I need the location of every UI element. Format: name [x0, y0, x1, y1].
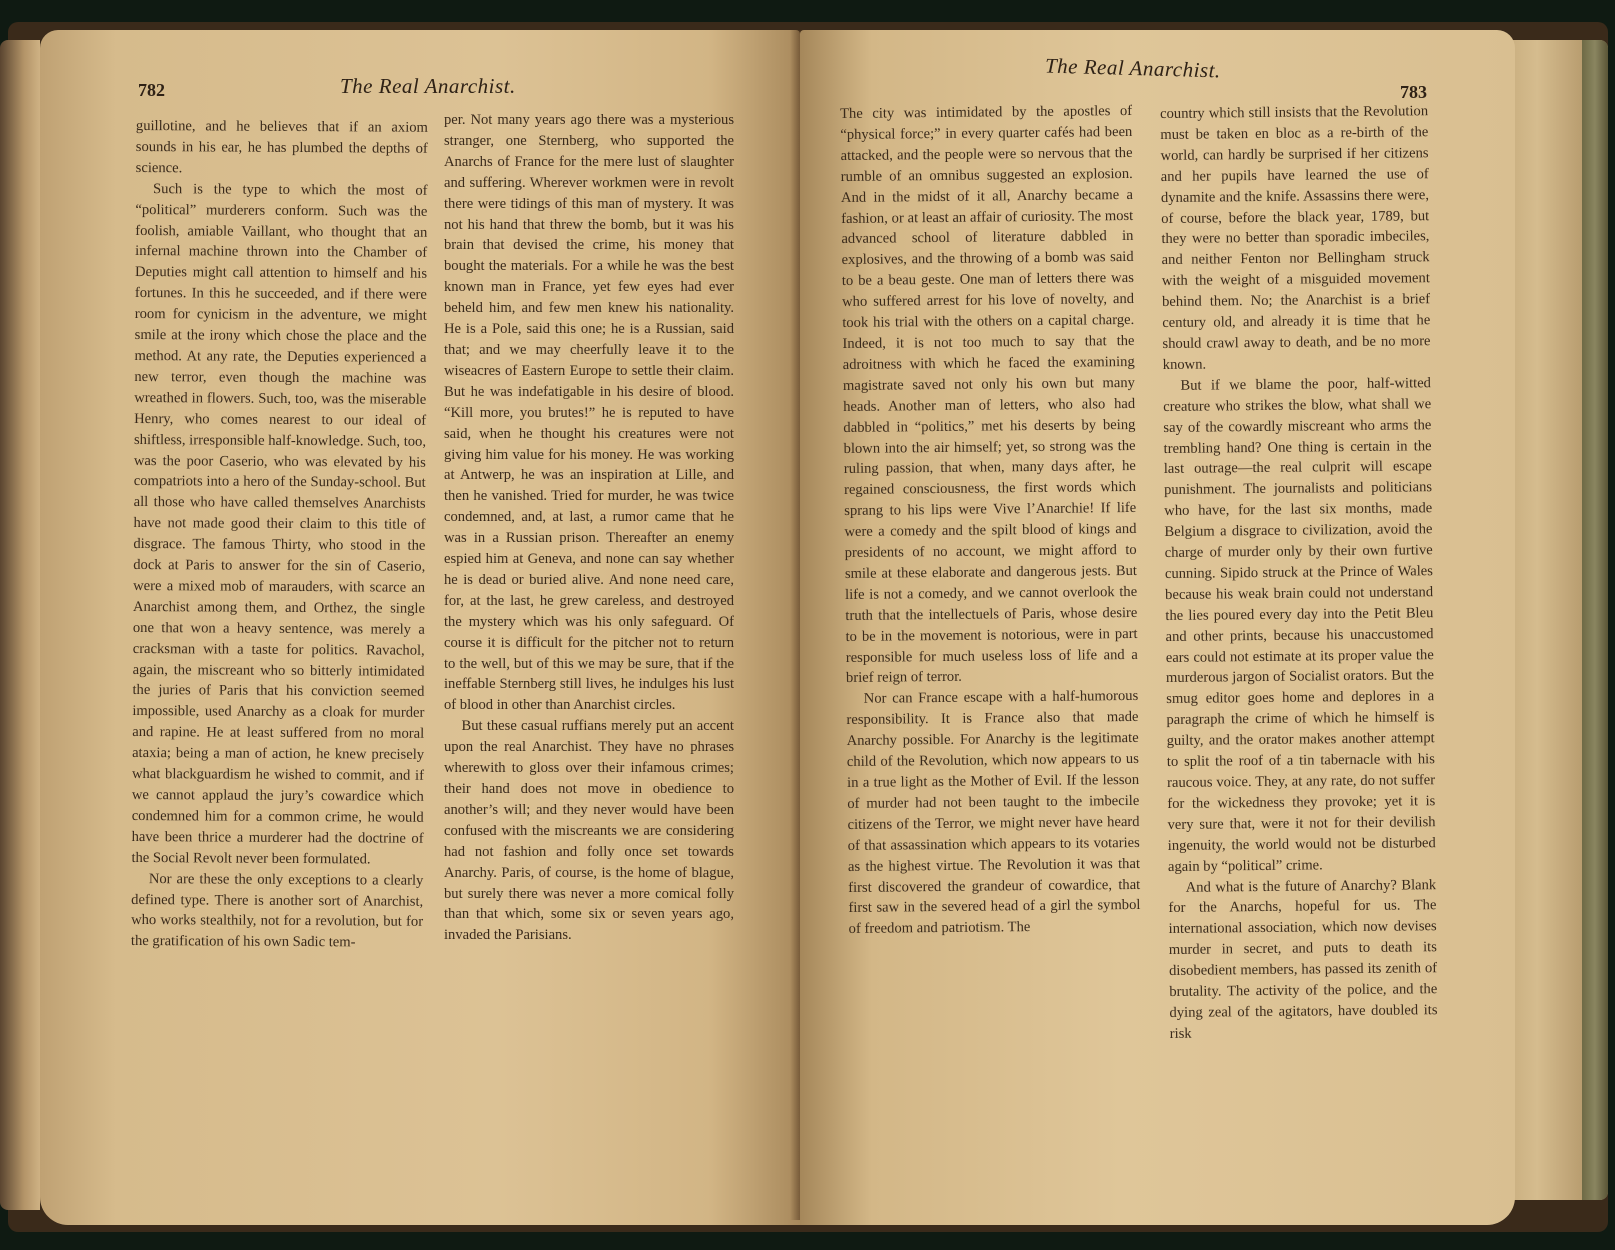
running-head-left: The Real Anarchist. [340, 74, 516, 98]
left-page-edges [0, 40, 40, 1210]
paragraph: country which still insists that the Revolution must be taken en bloc as a re-birth of the world, can hardly be surprised if her citizens and her pupils have learned the use of dynamite and the knife. Assassins there were, of course, before the black year, 1789, but they were no better than sporadic imbeciles, and neither Fenton nor Bellingham struck with the weight of a misguided movement behind them. No; the Anarchist is a brief century old, and already it is time that he should crawl away to death, and be no more known. [1160, 103, 1431, 373]
right-page-column-1 [840, 101, 1141, 940]
paragraph: And what is the future of Anarchy? Blank for the Anarchs, hopeful for us. The international association, which now devises murder in secret, and puts to death its disobedient members, has passed its zenith of brutality. The activity of the police, and the dying zeal of the agitators, have doubled its risk [1168, 876, 1438, 1042]
paragraph: Nor are these the only exceptions to a clearly defined type. There is another sort of Anarchist, who works stealthily, not for a revolution, but for the gratification of his own Sadic tem- [130, 870, 424, 951]
page-number-right: 783 [1400, 82, 1427, 102]
paragraph: But if we blame the poor, half-witted creature who strikes the blow, what shall we say of the cowardly miscreant who arms the trembling hand? One thing is certain in the last outrage—the real culprit will escape punishment. The journalists and politicians who have, for the last six months, made Belgium a disgrace to civilization, avoid the charge of murder only by their own furtive cunning. Sipido struck at the Prince of Wales because his weak brain could not understand the lies poured every day into the Petit Bleu and other prints, because his unaccustomed ears could not estimate at its proper value the murderous jargon of Socialist orators. But the smug editor goes home and deplores in a paragraph the crime of which he himself is guilty, and the orator makes another attempt to split the roof of a tin tabernacle with his raucous voice. They, at any rate, do not suffer for the wickedness they provoke; yet it is very sure that, were it not for their devilish ingenuity, the world would not be disturbed again by “political” crime. [1163, 374, 1436, 875]
left-page-column-1 [131, 116, 428, 954]
paragraph: The city was intimidated by the apostles of “physical force;” in every quarter cafés had been attacked, and the people were so nervous that the rumble of an omnibus suggested an explosion. And in the midst of it all, Anarchy became a fashion, or at least an affair of curiosity. The most advanced school of literature dabbled in explosives, and the throwing of a bomb was said to be a beau geste. One man of letters there was who suffered arrest for his love of novelty, and took his trial with the others on a capital charge. Indeed, it is not too much to say that the adroitness with which he faced the examining magistrate saved not only his own but many heads. Another man of letters, who also had dabbled in “politics,” met his deserts by being blown into the air himself; yet, so strong was the ruling passion, that when, many days after, he regained consciousness, the first words which sprang to his lips were Vive l’Anarchie! If life were a comedy and the spilt blood of kings and presidents of no account, we might afford to smile at these elaborate and dangerous jests. But life is not a comedy, and we cannot overlook the truth that the intellectuels of Paris, whose desire to be in the movement is notorious, were in part responsible for much useless loss of life and a brief reign of terror. [840, 102, 1138, 687]
paragraph: But these casual ruffians merely put an accent upon the real Anarchist. They have no phrases wherewith to gloss over their infamous crimes; their hand does not move in obedience to another’s will; and they never would have been confused with the miscreants we are considering had not fashion and folly once set towards Anarchy. Paris, of course, is the home of blague, but surely there was never a more comical folly than that which, some six or seven years ago, invaded the Parisians. [444, 718, 734, 944]
paragraph: Such is the type to which the most of “political” murderers conform. Such was the foolish, amiable Vaillant, who thought that an infernal machine thrown into the Chamber of Deputies might call attention to himself and his fortunes. In this he succeeded, and if there were room for cynicism in the adventure, we might smile at the irony which chose the place and the method. At any rate, the Deputies experienced a new terror, even though the machine was wreathed in flowers. Such, too, was the miserable Henry, who comes nearest to our ideal of shiftless, irresponsible half-knowledge. Such, too, was the poor Caserio, who was elevated by his compatriots into a hero of the Sunday-school. But all those who have called themselves Anarchists have not made good their claim to this title of disgrace. The famous Thirty, who stood in the dock at Paris to answer for the sin of Caserio, were a mixed mob of marauders, with scarce an Anarchist among them, and Orthez, the single one that won a heavy sentence, was merely a cracksman with a taste for politics. Ravachol, again, the miscreant who so bitterly intimidated the juries of Paris that his conviction seemed impossible, used Anarchy as a cloak for murder and rapine. He at least suffered from no moral ataxia; being a man of action, he knew precisely what blackguardism he wished to commit, and if we cannot applaud the jury’s cowardice which condemned him for a common crime, he would have been thrice a murderer had the doctrine of the Social Revolt never been formulated. [131, 180, 428, 868]
page-number-left: 782 [138, 80, 165, 100]
paragraph: Nor can France escape with a half-humorous responsibility. It is France also that made Anarchy possible. For Anarchy is the legitimate child of the Revolution, which now appears to us in a true light as the Mother of Evil. If the lesson of murder had not been taught to the imbecile citizens of the Terror, we might never have heard of that assassination which appears to its votaries as the highest virtue. The Revolution it was that first discovered the grandeur of cowardice, that first saw in the severed head of a girl the symbol of freedom and patriotism. The [846, 688, 1141, 938]
right-page [800, 30, 1515, 1225]
left-page [40, 30, 800, 1225]
book-cover-edge [1582, 40, 1608, 1200]
left-page-column-2 [444, 110, 734, 946]
paragraph: per. Not many years ago there was a mysterious stranger, one Sternberg, who supported the Anarchs of France for the mere lust of slaughter and suffering. Wherever workmen were in revolt there were tidings of this man of mystery. It was not his hand that threw the bomb, but it was his brain that devised the crime, his money that bought the materials. For a while he was the best known man in France, yet few eyes had ever beheld him, and few men knew his nationality. He is a Pole, said this one; he is a Russian, said that; and we may cheerfully leave it to the wiseacres of Eastern Europe to settle their claim. But he was indefatigable in his desire of blood. “Kill more, you brutes!” he is reputed to have said, when he thought his creatures were not giving him value for his money. He was working at Antwerp, he was an inspiration at Lille, and then he vanished. Tried for murder, he was twice condemned, and, at last, a rumor came that he was in a Russian prison. Thereafter an enemy espied him at Geneva, and none can say whether he is dead or buried alive. And none need care, for, at the last, he grew careless, and destroyed the mystery which was his only safeguard. Of course it is difficult for the pitcher not to return to the well, but of this we may be sure, that if the ineffable Sternberg still lives, he indulges his lust of blood in other than Anarchist circles. [444, 112, 734, 714]
right-page-column-2 [1160, 101, 1438, 1045]
paragraph: guillotine, and he believes that if an axiom sounds in his ear, he has plumbed the depths of science. [135, 117, 428, 177]
running-head-right: The Real Anarchist. [1044, 53, 1222, 83]
